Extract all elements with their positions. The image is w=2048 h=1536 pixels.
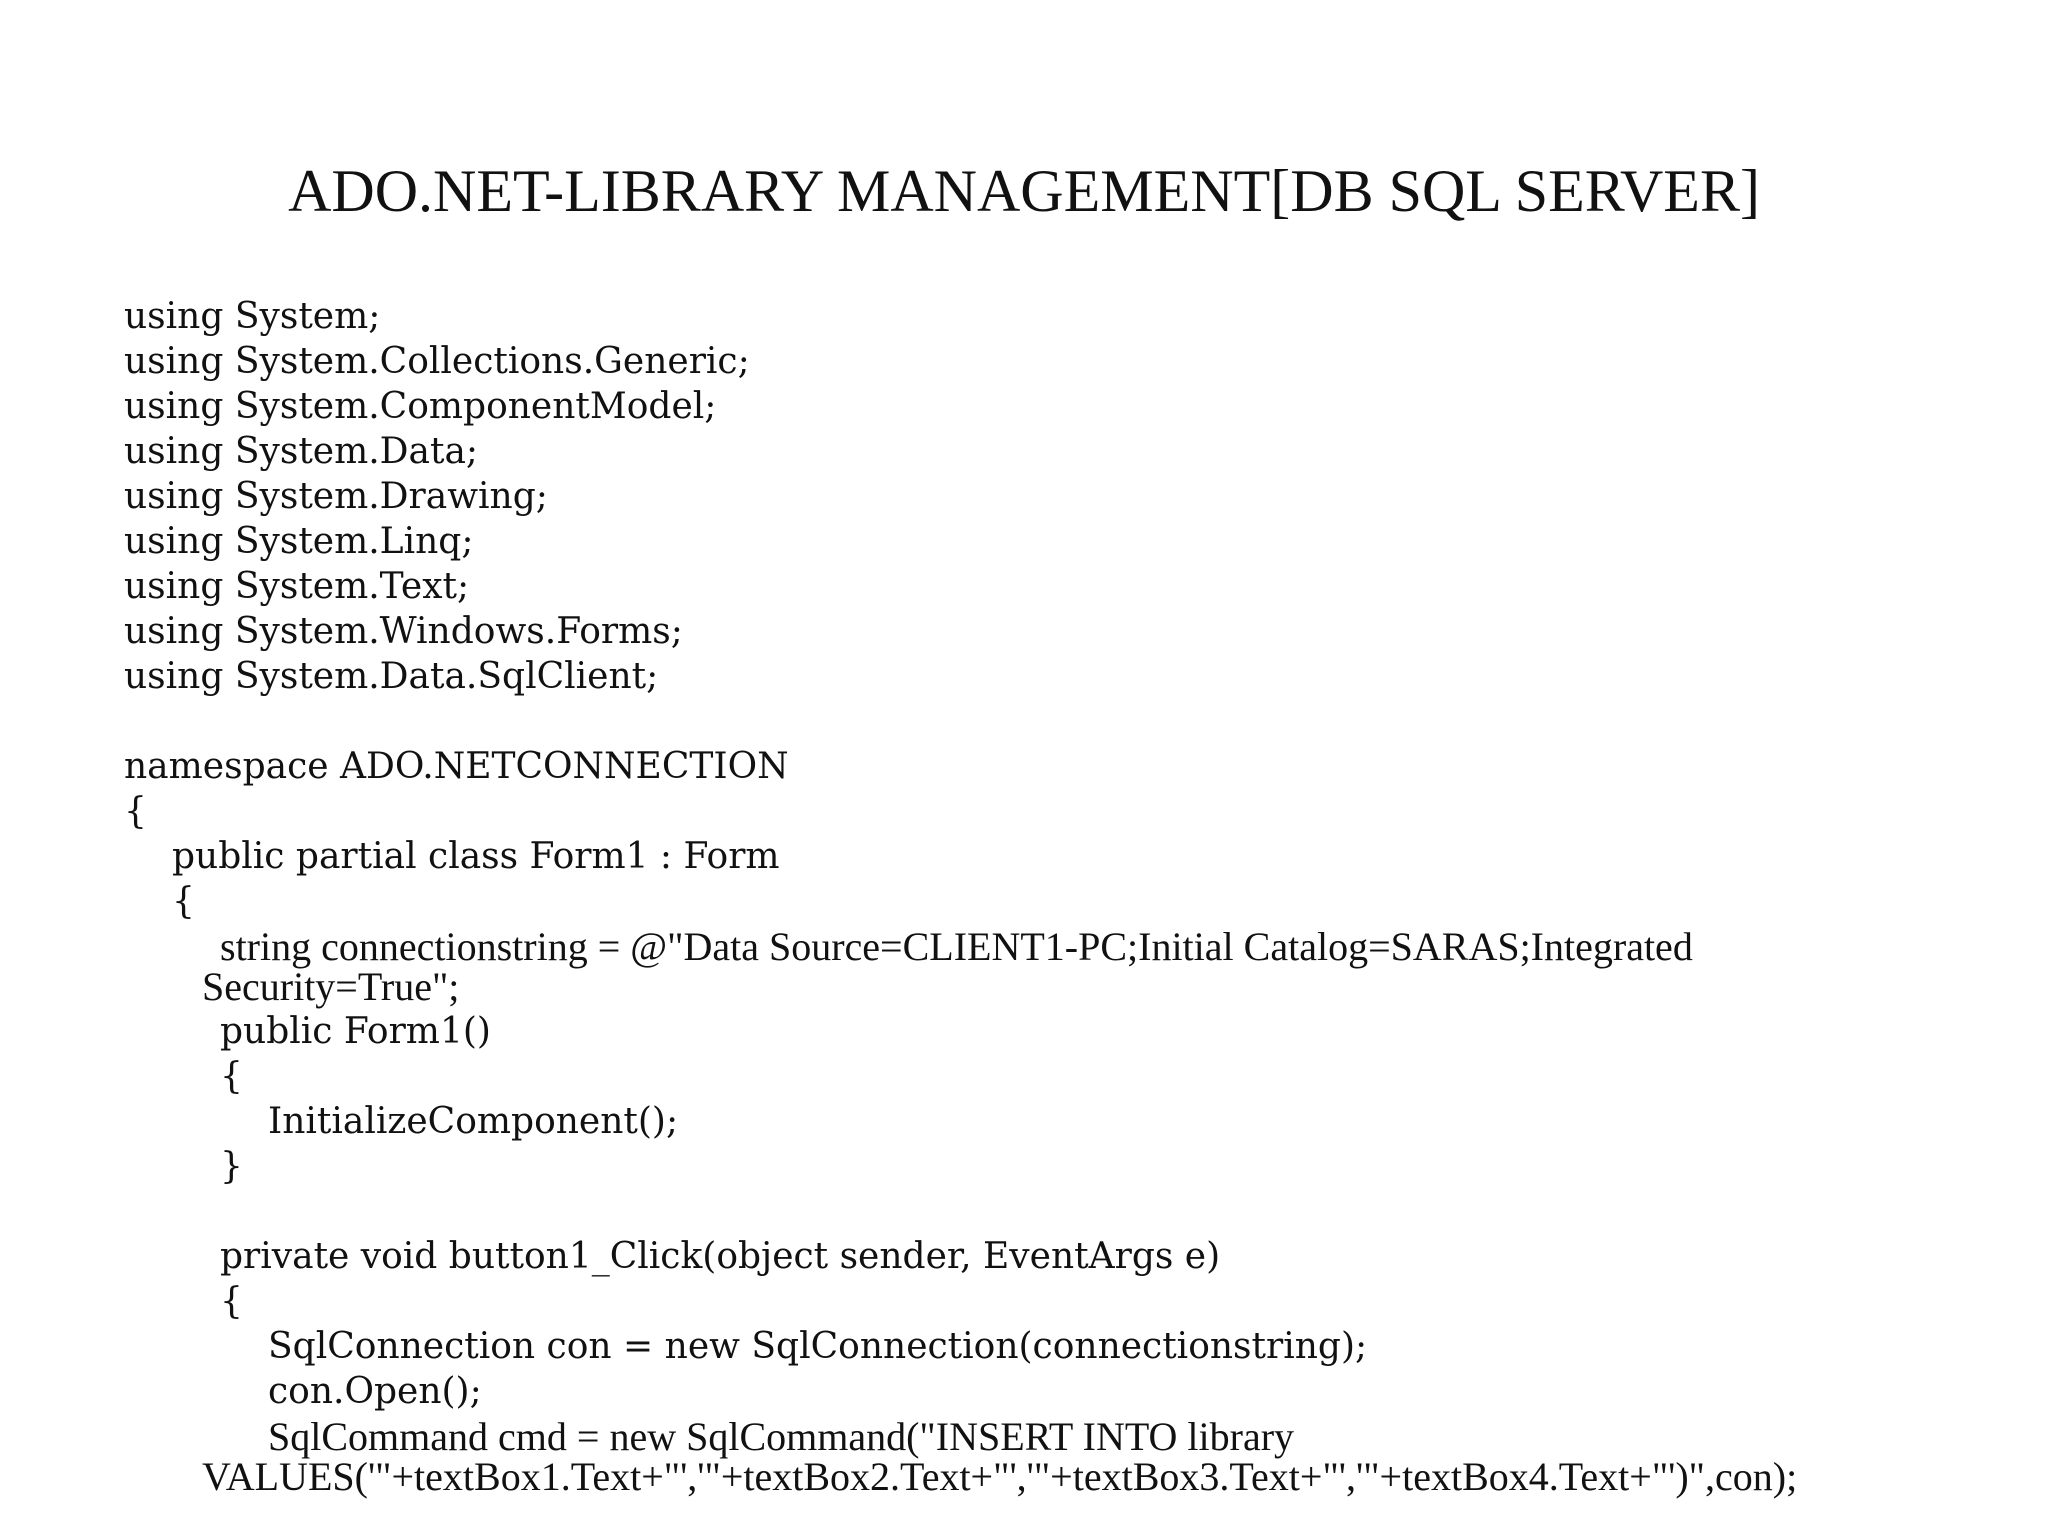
code-line-part: string connectionstring = @"Data Source=CLIENT1-PC;Initial Catalog=SARAS;Integrated (220, 924, 1693, 969)
code-line: InitializeComponent(); (268, 1101, 679, 1142)
code-line: using System.Data; (124, 431, 479, 472)
code-line-wrapped (202, 1414, 1798, 1499)
code-line: public Form1() (220, 1011, 491, 1052)
code-line: using System.Drawing; (124, 476, 548, 517)
code-line: using System.Text; (124, 566, 470, 607)
code-line: using System.Windows.Forms; (124, 611, 683, 652)
code-line: con.Open(); (268, 1371, 482, 1412)
code-line: { (220, 1281, 243, 1322)
code-line: using System.Collections.Generic; (124, 341, 750, 382)
code-line: { (172, 881, 195, 922)
code-line-continuation: Security=True"; (202, 964, 460, 1009)
code-line: using System.Data.SqlClient; (124, 656, 659, 697)
code-line: { (220, 1056, 243, 1097)
code-line-continuation: VALUES('"+textBox1.Text+"','"+textBox2.Text+"','"+textBox3.Text+"','"+textBox4.Text+"')",con); (202, 1454, 1798, 1499)
code-line: namespace ADO.NETCONNECTION (124, 746, 789, 787)
code-line: using System.ComponentModel; (124, 386, 717, 427)
code-line-wrapped (202, 924, 1693, 1009)
code-line: using System; (124, 296, 381, 337)
code-line: using System.Linq; (124, 521, 474, 562)
code-line: private void button1_Click(object sender, EventArgs e) (220, 1236, 1221, 1277)
code-line: public partial class Form1 : Form (172, 836, 780, 877)
code-line: { (124, 791, 147, 832)
code-block (124, 0, 1964, 1536)
code-line: SqlConnection con = new SqlConnection(connectionstring); (268, 1326, 1368, 1367)
code-line: } (220, 1146, 243, 1187)
slide-title: ADO.NET-LIBRARY MANAGEMENT[DB SQL SERVER] (288, 158, 1760, 224)
code-line-part: SqlCommand cmd = new SqlCommand("INSERT INTO library (268, 1414, 1295, 1459)
